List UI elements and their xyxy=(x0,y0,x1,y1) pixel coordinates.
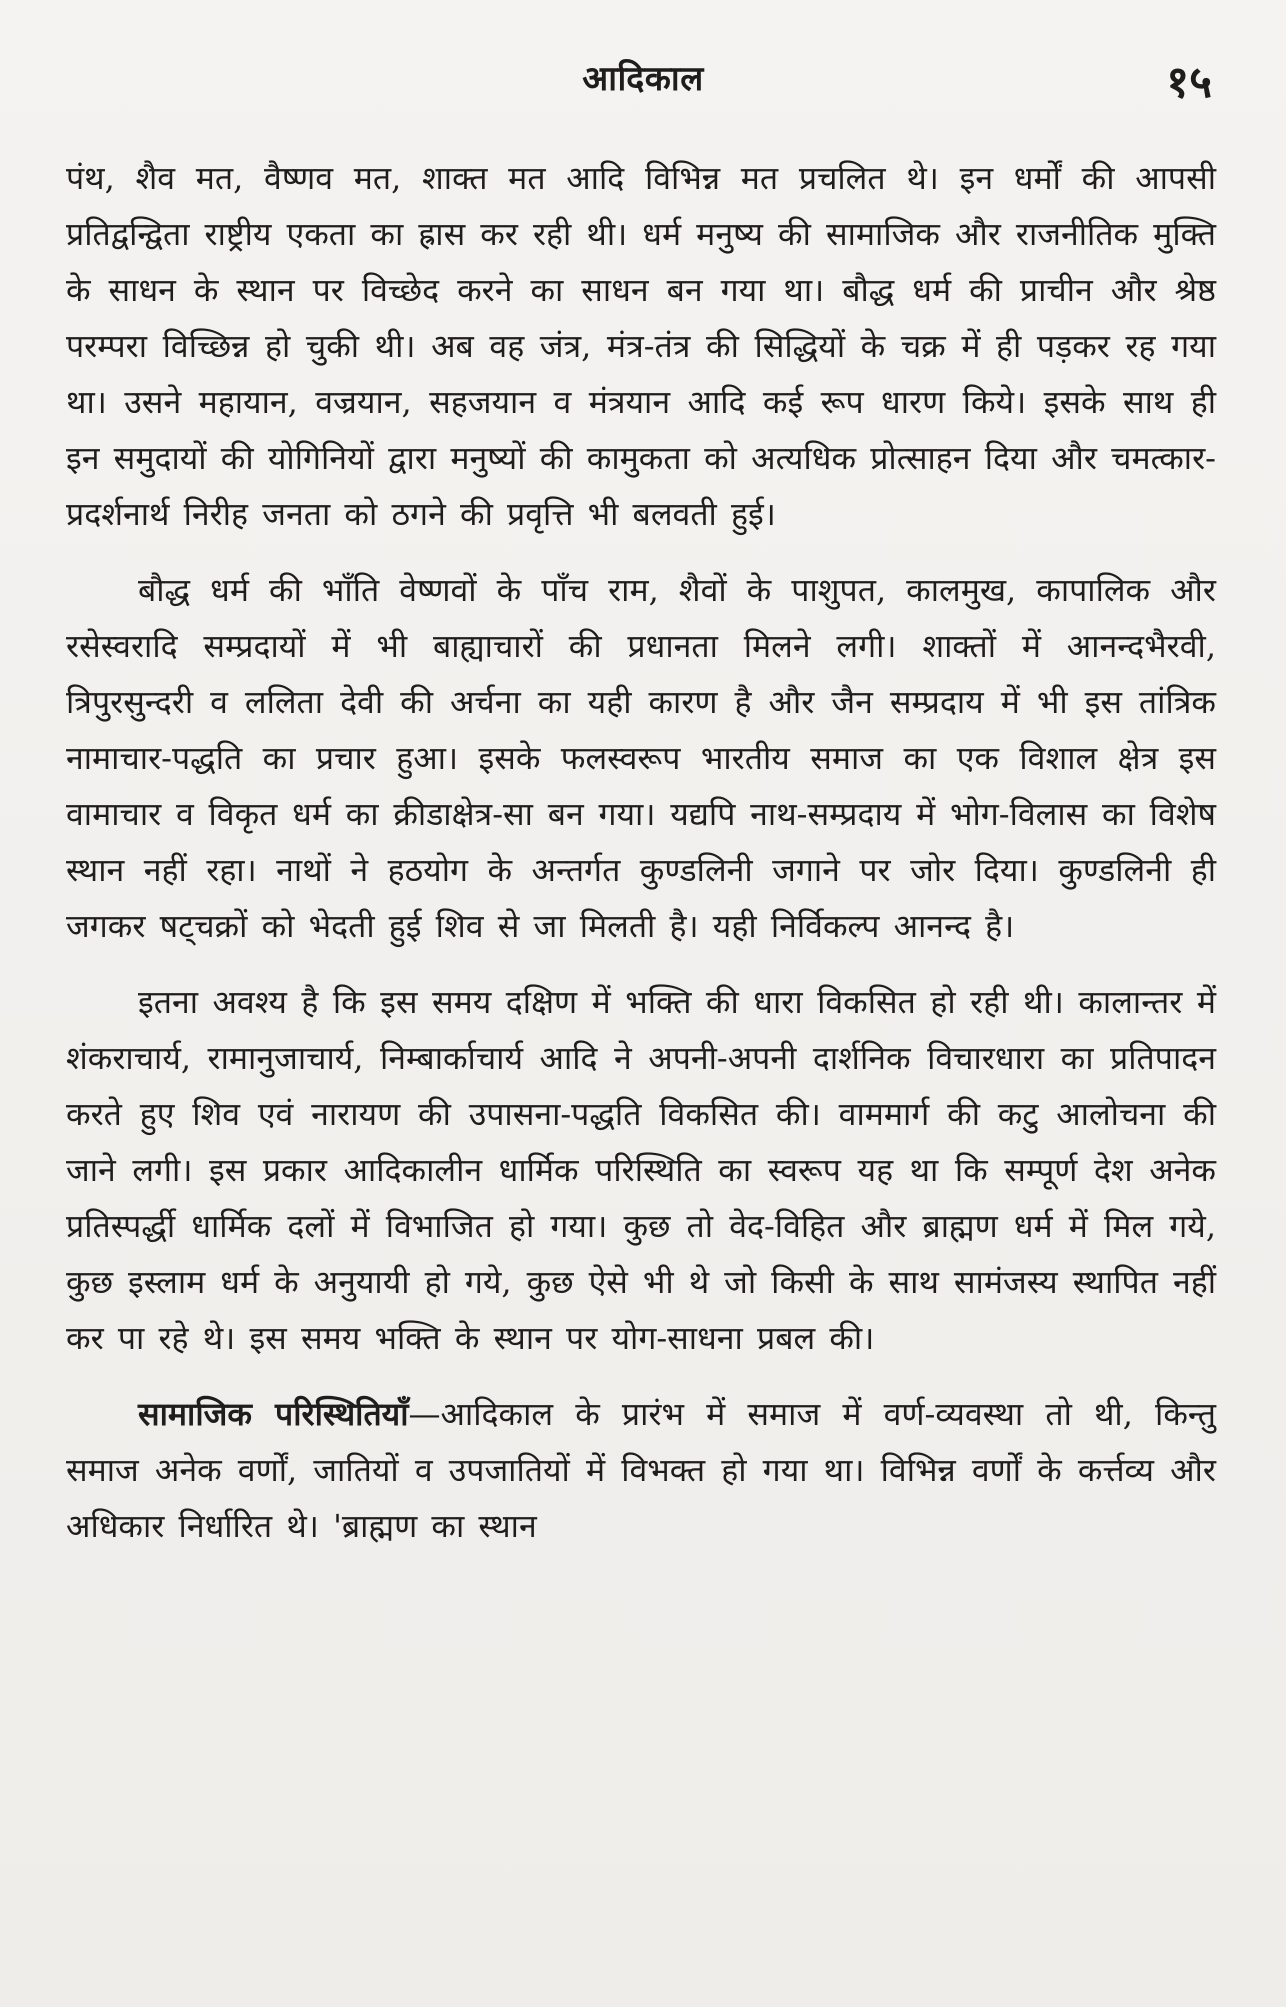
running-head: आदिकाल xyxy=(582,59,704,99)
paragraph-4 xyxy=(66,1386,1216,1554)
paragraph-4-text: —आदिकाल के प्रारंभ में समाज में वर्ण-व्यवस्था तो थी, किन्तु समाज अनेक वर्णों, जातियों व उपजातियों में विभक्त हो गया था। विभिन्न वर्णों के कर्त्तव्य और अधिकार निर्धारित थे। 'ब्राह्मण का स्थान xyxy=(66,1395,1216,1545)
paragraph-1: पंथ, शैव मत, वैष्णव मत, शाक्त मत आदि विभिन्न मत प्रचलित थे। इन धर्मों की आपसी प्रतिद्वन्द्विता राष्ट्रीय एकता का ह्रास कर रही थी। धर्म मनुष्य की सामाजिक और राजनीतिक मुक्ति के साधन के स्थान पर विच्छेद करने का साधन बन गया था। बौद्ध धर्म की प्राचीन और श्रेष्ठ परम्परा विच्छिन्न हो चुकी थी। अब वह जंत्र, मंत्र-तंत्र की सिद्धियों के चक्र में ही पड़कर रह गया था। उसने महायान, वज्रयान, सहजयान व मंत्रयान आदि कई रूप धारण किये। इसके साथ ही इन समुदायों की योगिनियों द्वारा मनुष्यों की कामुकता को अत्यधिक प्रोत्साहन दिया और चमत्कार-प्रदर्शनार्थ निरीह जनता को ठगने की प्रवृत्ति भी बलवती हुई। xyxy=(66,159,1216,533)
page-number: १५ xyxy=(1166,57,1212,108)
paragraph-3: इतना अवश्य है कि इस समय दक्षिण में भक्ति की धारा विकसित हो रही थी। कालान्तर में शंकराचार्य, रामानुजाचार्य, निम्बार्काचार्य आदि ने अपनी-अपनी दार्शनिक विचारधारा का प्रतिपादन करते हुए शिव एवं नारायण की उपासना-पद्धति विकसित की। वाममार्ग की कटु आलोचना की जाने लगी। इस प्रकार आदिकालीन धार्मिक परिस्थिति का स्वरूप यह था कि सम्पूर्ण देश अनेक प्रतिस्पर्द्धी धार्मिक दलों में विभाजित हो गया। कुछ तो वेद-विहित और ब्राह्मण धर्म में मिल गये, कुछ इस्लाम धर्म के अनुयायी हो गये, कुछ ऐसे भी थे जो किसी के साथ सामंजस्य स्थापित नहीं कर पा रहे थे। इस समय भक्ति के स्थान पर योग-साधना प्रबल की। xyxy=(66,983,1216,1357)
paragraph-2: बौद्ध धर्म की भाँति वेष्णवों के पाँच राम, शैवों के पाशुपत, कालमुख, कापालिक और रसेस्वरादि सम्प्रदायों में भी बाह्याचारों की प्रधानता मिलने लगी। शाक्तों में आनन्दभैरवी, त्रिपुरसुन्दरी व ललिता देवी की अर्चना का यही कारण है और जैन सम्प्रदाय में भी इस तांत्रिक नामाचार-पद्धति का प्रचार हुआ। इसके फलस्वरूप भारतीय समाज का एक विशाल क्षेत्र इस वामाचार व विकृत धर्म का क्रीडाक्षेत्र-सा बन गया। यद्यपि नाथ-सम्प्रदाय में भोग-विलास का विशेष स्थान नहीं रहा। नाथों ने हठयोग के अन्तर्गत कुण्डलिनी जगाने पर जोर दिया। कुण्डलिनी ही जगकर षट्चक्रों को भेदती हुई शिव से जा मिलती है। यही निर्विकल्प आनन्द है। xyxy=(66,571,1216,945)
page-header xyxy=(0,48,1286,108)
section-heading: सामाजिक परिस्थितियाँ xyxy=(138,1395,409,1433)
body-text xyxy=(66,150,1216,1574)
